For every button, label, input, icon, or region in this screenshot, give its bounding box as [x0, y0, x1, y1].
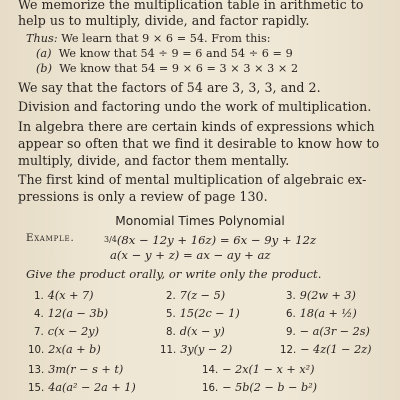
thus-item-a	[36, 46, 400, 61]
exercise-11: 11. 3y(y − 2)	[160, 343, 233, 356]
item-b-text: We know that 54 = 9 × 6 = 3 × 3 × 3 × 2	[59, 62, 299, 75]
example-label: Example.	[26, 233, 75, 244]
intro-line-1: We memorize the multiplication table in arithmetic to	[18, 0, 364, 12]
thus-label: Thus:	[26, 32, 58, 45]
item-b-label: (b)	[36, 62, 53, 75]
exercise-16: 16. − 5b(2 − b − b²)	[202, 381, 318, 394]
example-expr-1: (8x − 12y + 16z) = 6x − 9y + 12z	[116, 233, 317, 247]
thus-text: We learn that 9 × 6 = 54. From this:	[61, 32, 271, 45]
exercise-6: 6. 18(a + ½)	[286, 307, 357, 320]
undo-sentence: Division and factoring undo the work of multiplication.	[18, 99, 372, 114]
exercise-12: 12. − 4z(1 − 2z)	[280, 343, 372, 356]
exercise-8: 8. d(x − y)	[166, 325, 225, 338]
intro-line-2: help us to multiply, divide, and factor rapidly.	[18, 13, 310, 28]
section-heading: Monomial Times Polynomial	[115, 214, 285, 228]
item-a-label: (a)	[36, 47, 52, 60]
algebra-line-2: appear so often that we find it desirable to know how to	[18, 136, 380, 151]
exercise-15: 15. 4a(a² − 2a + 1)	[28, 381, 136, 394]
algebra-line-3: multiply, divide, and factor them mentally.	[18, 153, 290, 168]
exercise-14: 14. − 2x(1 − x + x²)	[202, 363, 315, 376]
first-kind-line-2: pressions is only a review of page 130.	[18, 189, 268, 204]
exercise-13: 13. 3m(r − s + t)	[28, 363, 124, 376]
thus-item-b	[36, 61, 400, 76]
exercise-5: 5. 15(2c − 1)	[166, 307, 240, 320]
exercise-10: 10. 2x(a + b)	[28, 343, 101, 356]
example-line-2: a(x − y + z) = ax − ay + az	[110, 248, 271, 262]
instructions: Give the product orally, or write only the product.	[26, 267, 322, 281]
factors-sentence: We say that the factors of 54 are 3, 3, 3, and 2.	[18, 80, 321, 95]
exercise-2: 2. 7(z − 5)	[166, 289, 226, 302]
thus-line	[26, 31, 400, 46]
example-fraction: 3/4	[104, 235, 117, 244]
exercise-1: 1. 4(x + 7)	[34, 289, 94, 302]
exercise-3: 3. 9(2w + 3)	[286, 289, 356, 302]
first-kind-line-1: The first kind of mental multiplication of algebraic ex-	[18, 172, 367, 187]
example-line-1	[104, 233, 316, 247]
exercise-4: 4. 12(a − 3b)	[34, 307, 109, 320]
exercise-9: 9. − a(3r − 2s)	[286, 325, 370, 338]
item-a-text: We know that 54 ÷ 9 = 6 and 54 ÷ 6 = 9	[58, 47, 293, 60]
exercise-7: 7. c(x − 2y)	[34, 325, 99, 338]
algebra-line-1: In algebra there are certain kinds of expressions which	[18, 119, 375, 134]
